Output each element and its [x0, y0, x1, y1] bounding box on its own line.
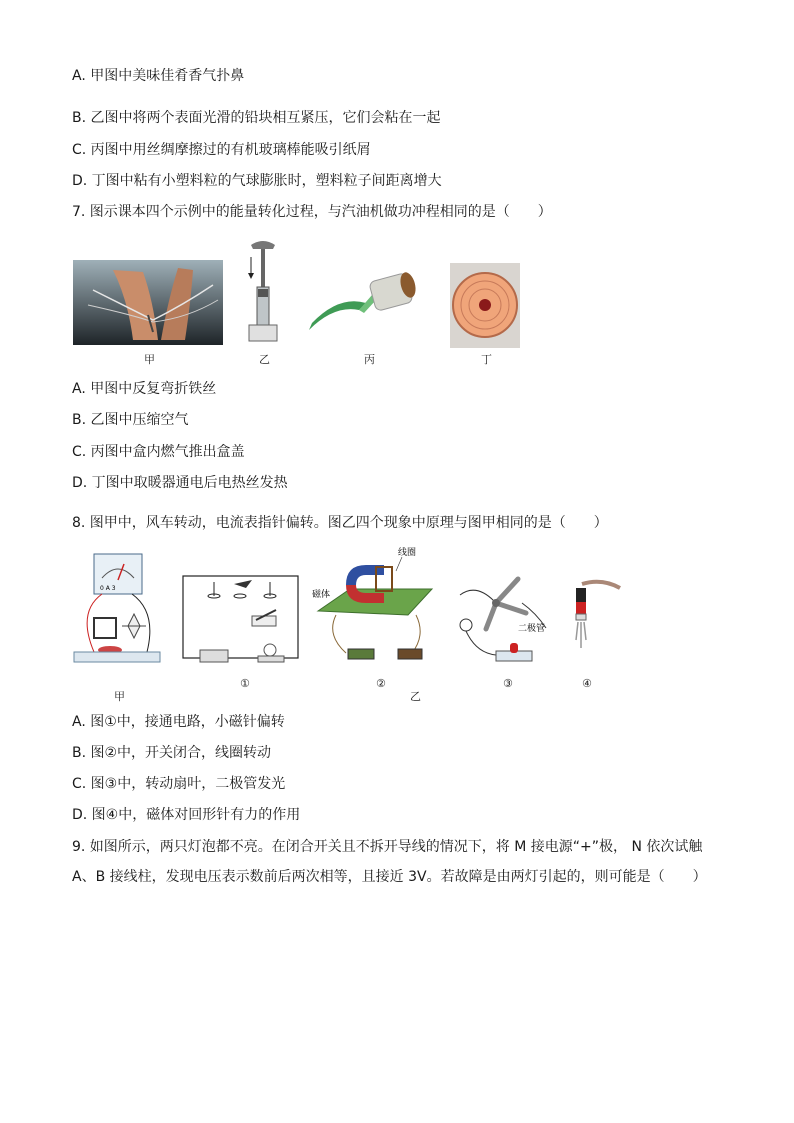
q8-caption-1: ①: [240, 677, 250, 690]
q8-stem: 8. 图甲中，风车转动，电流表指针偏转。图乙四个现象中原理与图甲相同的是（ ）: [72, 515, 608, 531]
q7-option-a: A. 甲图中反复弯折铁丝: [72, 381, 217, 397]
q6-option-d: D. 丁图中粘有小塑料粒的气球膨胀时，塑料粒子间距离增大: [72, 173, 442, 189]
q9-stem-line2: A、B 接线柱，发现电压表示数前后两次相等，且接近 3V。若故障是由两灯引起的，则可能是（ ）: [72, 869, 707, 885]
q7-option-d: D. 丁图中取暖器通电后电热丝发热: [72, 475, 288, 491]
q7-figure-bing-gas-pushes-lid: [304, 265, 419, 340]
q8-caption-3: ③: [503, 677, 513, 690]
q7-caption-yi: 乙: [259, 353, 270, 366]
q7-option-b: B. 乙图中压缩空气: [72, 412, 189, 428]
q8-figure-2-motor: [312, 545, 432, 670]
q7-figure-ding-heater: [450, 263, 520, 348]
q7-option-c: C. 丙图中盒内燃气推出盒盖: [72, 444, 245, 460]
q8-figure-jia-windmill-ammeter: [72, 552, 162, 670]
q8-figure-4-magnet-clips: [572, 578, 622, 668]
q7-figure-yi-air-compression: [243, 237, 283, 345]
q8-option-b: B. 图②中，开关闭合，线圈转动: [72, 745, 272, 761]
q7-stem: 7. 图示课本四个示例中的能量转化过程，与汽油机做功冲程相同的是（ ）: [72, 204, 552, 220]
q8-caption-yi: 乙: [410, 690, 421, 703]
q8-caption-4: ④: [582, 677, 592, 690]
diode-label: 二极管: [518, 624, 546, 634]
q8-option-d: D. 图④中，磁体对回形针有力的作用: [72, 807, 301, 823]
q8-figure-3-fan-diode: [456, 573, 552, 669]
q8-caption-2: ②: [376, 677, 386, 690]
q6-option-b: B. 乙图中将两个表面光滑的铅块相互紧压，它们会粘在一起: [72, 110, 441, 126]
q8-figure-1-current-compass: [180, 572, 302, 672]
q7-figure-jia-bending-wire: [73, 260, 223, 345]
q8-option-a: A. 图①中，接通电路，小磁针偏转: [72, 714, 285, 730]
q8-option-c: C. 图③中，转动扇叶，二极管发光: [72, 776, 286, 792]
q7-caption-bing: 丙: [364, 353, 375, 366]
meter-scale-label: 0 A 3: [100, 585, 116, 592]
magnet-label: 磁体: [312, 590, 331, 600]
coil-label: 线圈: [398, 548, 417, 558]
q6-option-c: C. 丙图中用丝绸摩擦过的有机玻璃棒能吸引纸屑: [72, 142, 371, 158]
q9-stem-line1: 9. 如图所示，两只灯泡都不亮。在闭合开关且不拆开导线的情况下，将 M 接电源“+”极， N 依次试触: [72, 839, 703, 855]
q7-caption-jia: 甲: [144, 353, 155, 366]
q7-caption-ding: 丁: [481, 353, 492, 366]
q8-caption-jia: 甲: [114, 690, 125, 703]
q6-option-a: A. 甲图中美味佳肴香气扑鼻: [72, 68, 245, 84]
